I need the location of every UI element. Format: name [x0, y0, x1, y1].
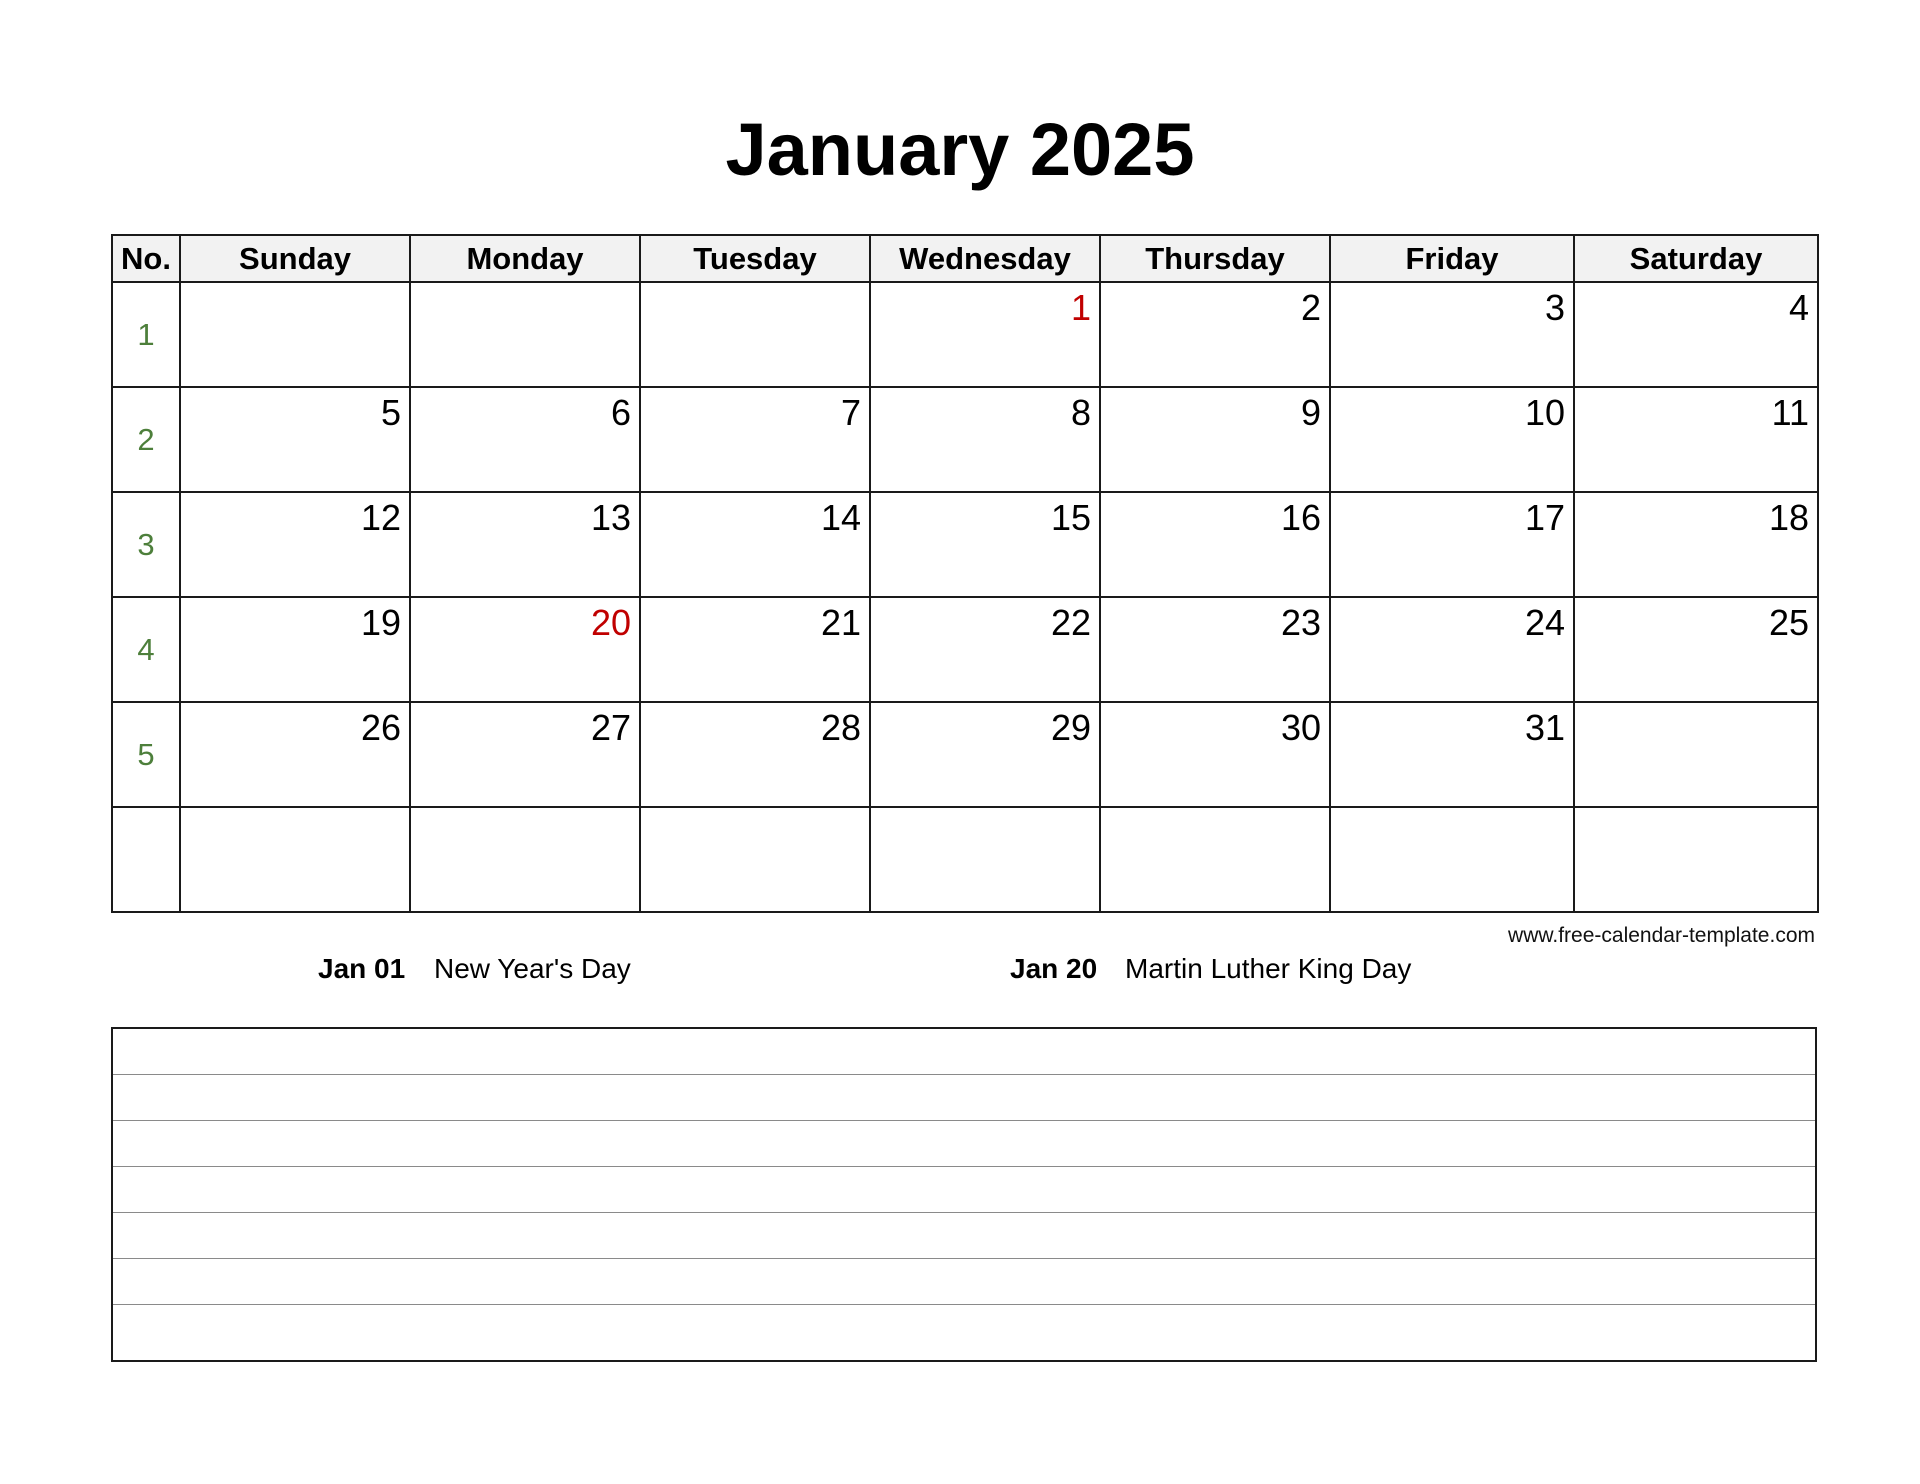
day-number: 26: [360, 707, 401, 748]
day-cell[interactable]: [640, 282, 870, 387]
week-number: 5: [112, 702, 180, 807]
note-line[interactable]: [113, 1259, 1815, 1305]
holiday-name: New Year's Day: [434, 953, 631, 984]
day-cell[interactable]: [1330, 387, 1574, 492]
weekday-header-wednesday: Wednesday: [870, 235, 1100, 282]
day-number: 30: [1280, 707, 1321, 748]
week-number: 2: [112, 387, 180, 492]
week-number-header: No.: [112, 235, 180, 282]
day-cell[interactable]: [180, 282, 410, 387]
week-row: [112, 387, 1818, 492]
day-number: [181, 283, 409, 287]
weekday-header-thursday: Thursday: [1100, 235, 1330, 282]
day-number: 29: [1050, 707, 1091, 748]
day-number: 10: [1524, 392, 1565, 433]
weekday-header-monday: Monday: [410, 235, 640, 282]
day-number: [1331, 808, 1573, 812]
day-number: 16: [1280, 497, 1321, 538]
day-cell[interactable]: [410, 597, 640, 702]
day-cell[interactable]: [1100, 387, 1330, 492]
day-cell[interactable]: [180, 807, 410, 912]
day-number: 11: [1771, 392, 1809, 433]
note-line[interactable]: [113, 1121, 1815, 1167]
note-line[interactable]: [113, 1075, 1815, 1121]
week-row: [112, 702, 1818, 807]
day-cell[interactable]: [1574, 282, 1818, 387]
day-number: 24: [1524, 602, 1565, 643]
day-number: [1101, 808, 1329, 812]
weekday-header-tuesday: Tuesday: [640, 235, 870, 282]
day-number: 13: [590, 497, 631, 538]
day-cell[interactable]: [870, 492, 1100, 597]
holiday-date: Jan 20: [1010, 953, 1098, 984]
day-number: [1575, 703, 1817, 707]
day-cell[interactable]: [1100, 702, 1330, 807]
day-number: 8: [1070, 392, 1091, 433]
weekday-header-friday: Friday: [1330, 235, 1574, 282]
day-cell[interactable]: [640, 702, 870, 807]
day-number: 1: [1070, 287, 1091, 328]
day-cell[interactable]: [1330, 597, 1574, 702]
day-number: 23: [1280, 602, 1321, 643]
day-number: 7: [840, 392, 861, 433]
day-number: 28: [820, 707, 861, 748]
day-number: 4: [1788, 287, 1809, 328]
day-cell[interactable]: [870, 387, 1100, 492]
notes-box[interactable]: [111, 1027, 1817, 1362]
holiday-name: Martin Luther King Day: [1125, 953, 1412, 984]
day-number: 12: [360, 497, 401, 538]
week-number: 4: [112, 597, 180, 702]
day-cell[interactable]: [1330, 492, 1574, 597]
day-cell[interactable]: [1574, 492, 1818, 597]
week-row: [112, 492, 1818, 597]
day-number: 3: [1544, 287, 1565, 328]
day-number: 27: [590, 707, 631, 748]
day-number: 18: [1768, 497, 1809, 538]
day-number: [1575, 808, 1817, 812]
week-row: [112, 807, 1818, 912]
day-cell[interactable]: [410, 282, 640, 387]
note-line[interactable]: [113, 1305, 1815, 1351]
day-cell[interactable]: [1100, 597, 1330, 702]
day-cell[interactable]: [1574, 807, 1818, 912]
day-number: 5: [380, 392, 401, 433]
day-number: 17: [1524, 497, 1565, 538]
holiday-date: Jan 01: [318, 953, 406, 984]
calendar-grid: [111, 234, 1819, 913]
day-cell[interactable]: [1574, 597, 1818, 702]
day-number: 20: [590, 602, 631, 643]
week-number: [112, 807, 180, 912]
day-number: 21: [820, 602, 861, 643]
day-cell[interactable]: [870, 597, 1100, 702]
day-number: 6: [610, 392, 631, 433]
day-number: 25: [1768, 602, 1809, 643]
weekday-header-row: [112, 235, 1818, 282]
week-number: 3: [112, 492, 180, 597]
day-cell[interactable]: [870, 807, 1100, 912]
day-number: [871, 808, 1099, 812]
day-cell[interactable]: [180, 597, 410, 702]
day-number: [411, 808, 639, 812]
weekday-header-saturday: Saturday: [1574, 235, 1818, 282]
calendar-title: January 2025: [725, 108, 1195, 191]
day-cell[interactable]: [640, 492, 870, 597]
day-cell[interactable]: [410, 492, 640, 597]
note-line[interactable]: [113, 1029, 1815, 1075]
day-number: [641, 283, 869, 287]
day-number: 14: [820, 497, 861, 538]
day-cell[interactable]: [1574, 702, 1818, 807]
day-cell[interactable]: [180, 387, 410, 492]
day-number: [641, 808, 869, 812]
day-number: 9: [1300, 392, 1321, 433]
day-cell[interactable]: [1100, 807, 1330, 912]
note-line[interactable]: [113, 1167, 1815, 1213]
day-number: [411, 283, 639, 287]
week-number: 1: [112, 282, 180, 387]
day-cell[interactable]: [1330, 702, 1574, 807]
day-number: 31: [1524, 707, 1565, 748]
day-cell[interactable]: [640, 807, 870, 912]
day-cell[interactable]: [1100, 282, 1330, 387]
day-cell[interactable]: [870, 282, 1100, 387]
day-cell[interactable]: [870, 702, 1100, 807]
week-row: [112, 282, 1818, 387]
day-cell[interactable]: [410, 387, 640, 492]
note-line[interactable]: [113, 1213, 1815, 1259]
website-url: www.free-calendar-template.com: [1508, 924, 1815, 947]
weekday-header-sunday: Sunday: [180, 235, 410, 282]
day-number: 22: [1050, 602, 1091, 643]
day-cell[interactable]: [1574, 387, 1818, 492]
day-number: [181, 808, 409, 812]
day-number: 19: [360, 602, 401, 643]
day-number: 15: [1050, 497, 1091, 538]
day-number: 2: [1300, 287, 1321, 328]
day-cell[interactable]: [410, 702, 640, 807]
day-cell[interactable]: [640, 387, 870, 492]
week-row: [112, 597, 1818, 702]
day-cell[interactable]: [1330, 282, 1574, 387]
day-cell[interactable]: [180, 492, 410, 597]
day-cell[interactable]: [640, 597, 870, 702]
day-cell[interactable]: [180, 702, 410, 807]
day-cell[interactable]: [1100, 492, 1330, 597]
day-cell[interactable]: [410, 807, 640, 912]
day-cell[interactable]: [1330, 807, 1574, 912]
